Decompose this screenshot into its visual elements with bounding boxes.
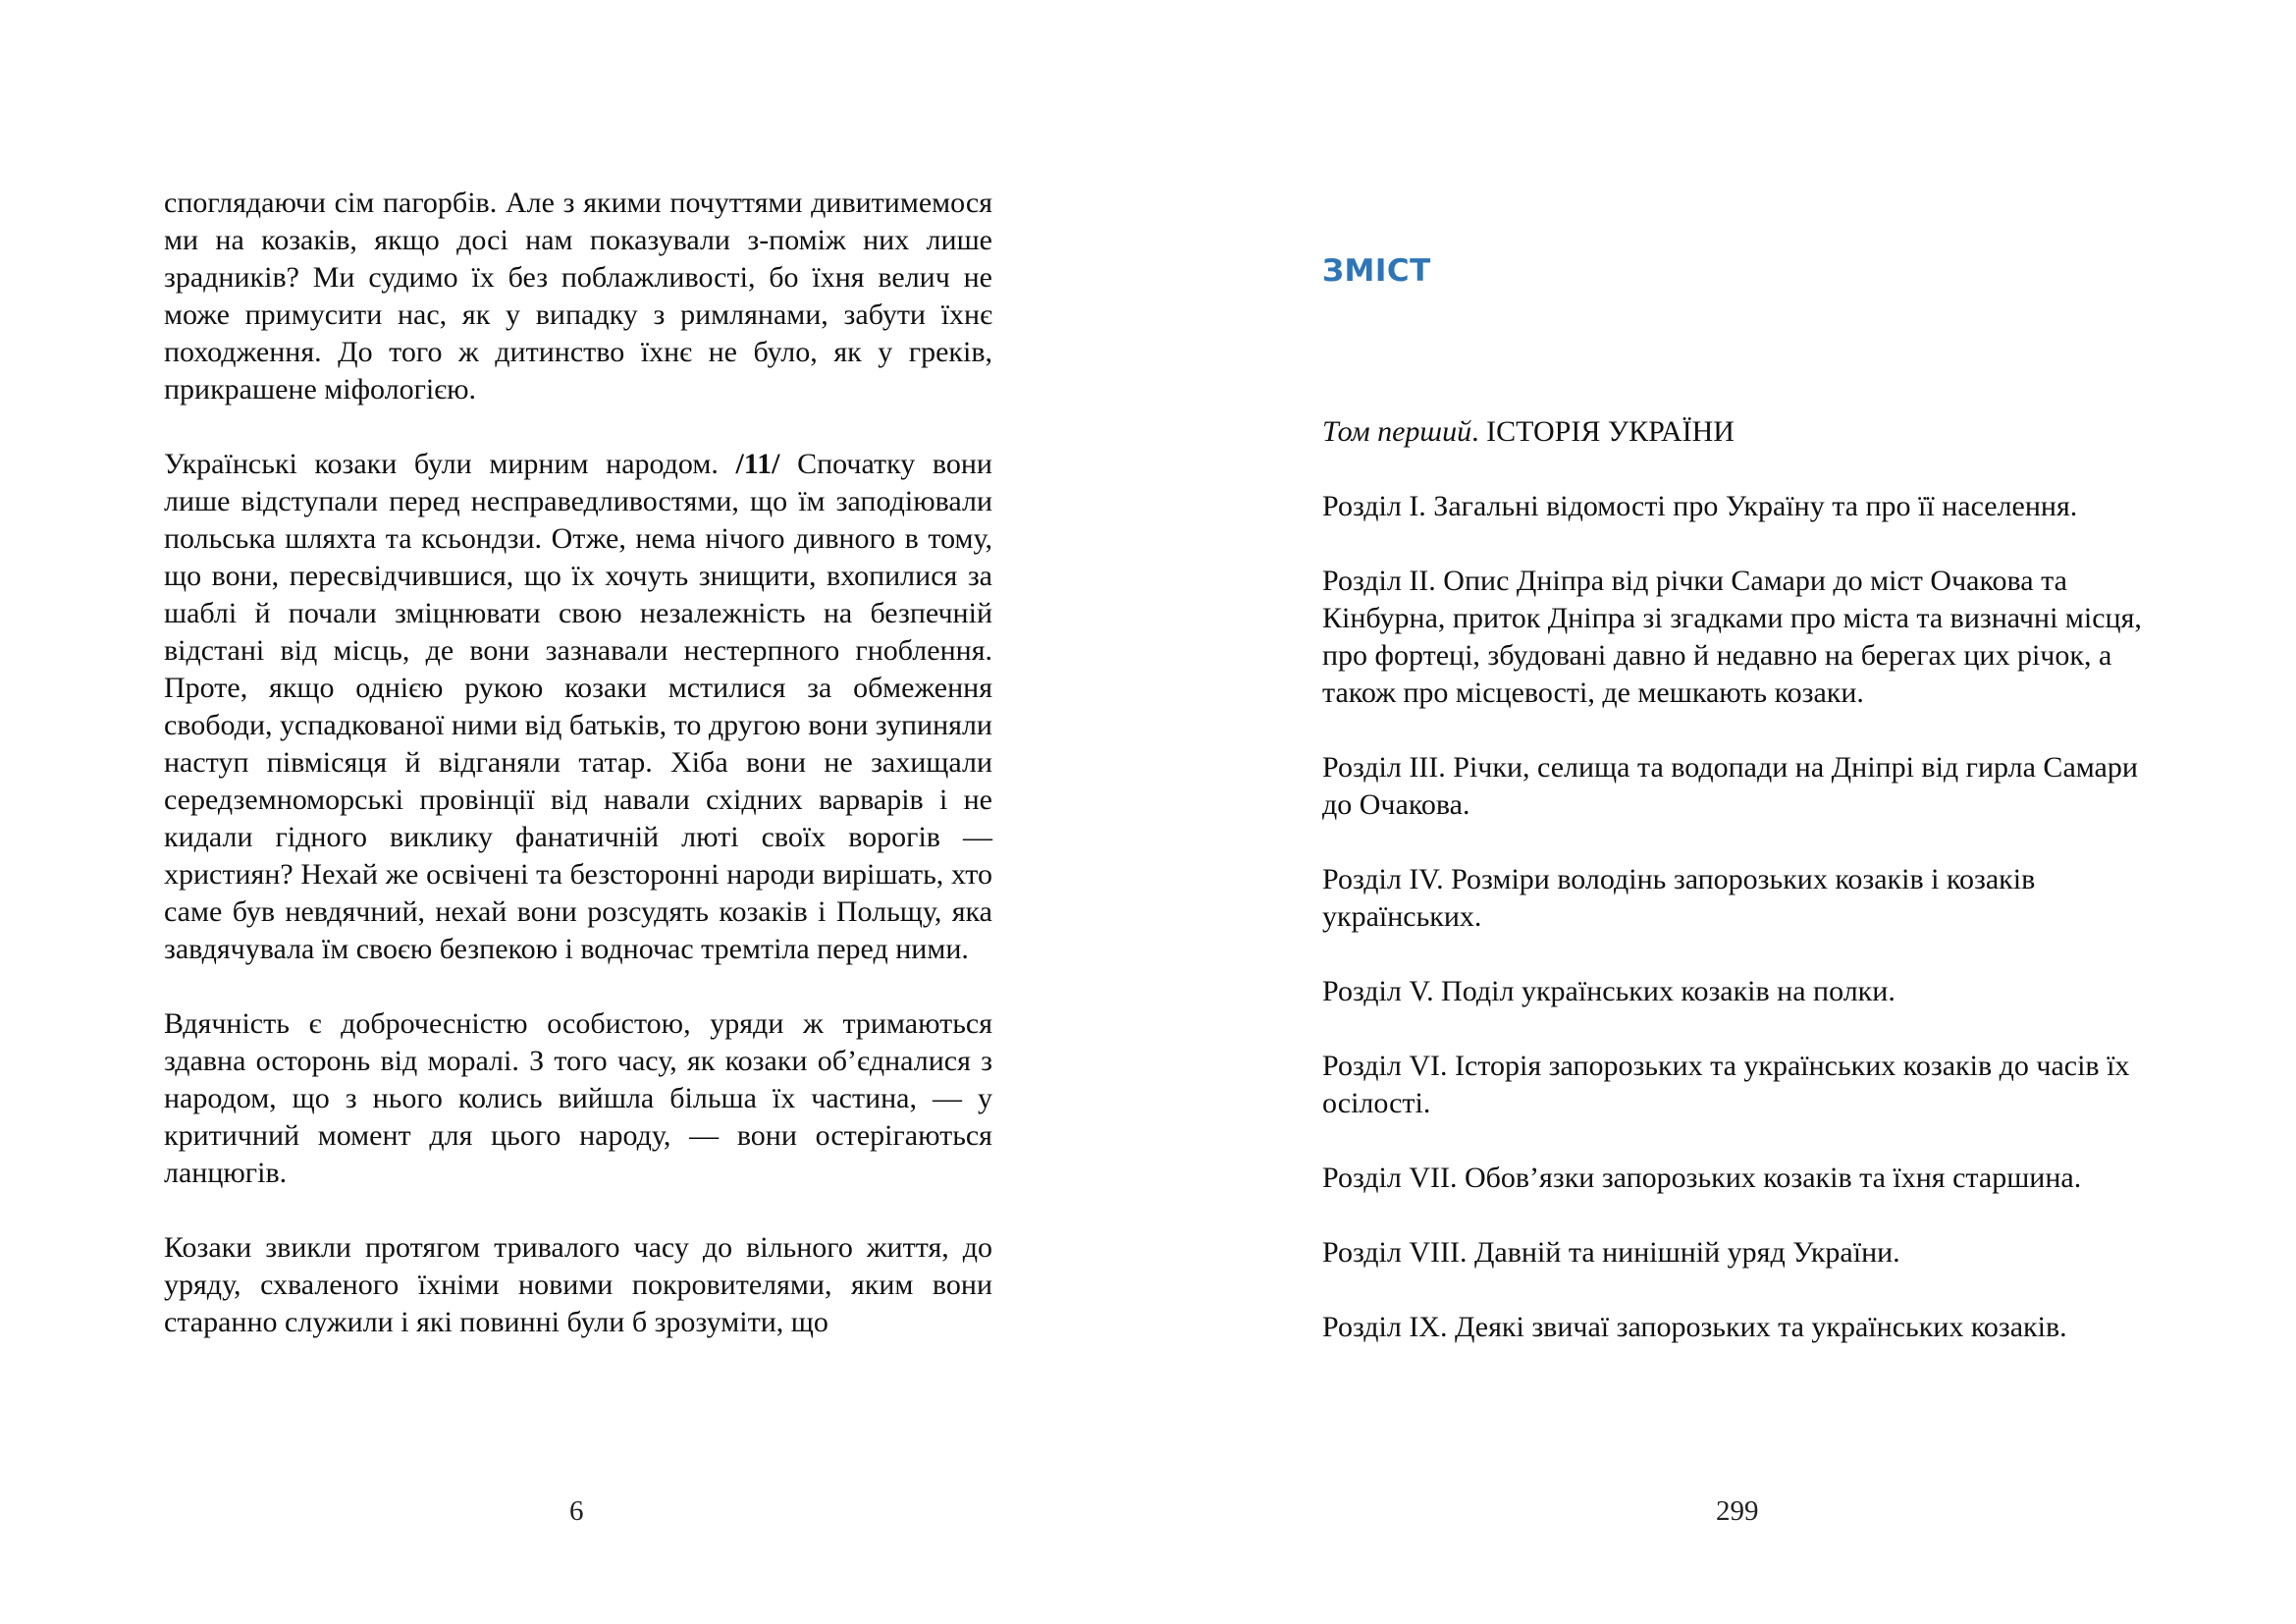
toc-title: ЗМІСТ xyxy=(1322,253,1431,289)
paragraph-text: Спочатку вони лише відступали перед несправедливостями, що їм заподіювали польська шляхта та ксьондзи. Отже, нема нічого дивного в тому, що вони, пересвідчившися, що їх хочуть знищити, вхопилися за шаблі й почали зміцнювати свою незалежність на безпечній відстані від місць, де вони зазнавали нестерпного гноблення. Проте, якщо однією рукою козаки мстилися за обмеження свободи, успадкованої ними від батьків, то другою вони зупиняли наступ півмісяця й відганяли татар. Хіба вони не захищали середземноморські провінції від навали східних варварів і не кидали гідного виклику фанатичній люті своїх ворогів — християн? Нехай же освічені та безсторонні народи вирішать, хто саме був невдячний, нехай вони розсудять козаків і Польщу, яка завдячувала їм своєю безпекою і водночас тремтіла перед ними. xyxy=(164,448,992,965)
left-page-body xyxy=(164,185,992,1379)
volume-title: . ІСТОРІЯ УКРАЇНИ xyxy=(1471,415,1735,448)
volume-heading xyxy=(1322,413,2149,451)
toc-entry: Розділ VІI. Обов’язки запорозьких козаків та їхня старшина. xyxy=(1322,1162,2082,1194)
page-number-left: 6 xyxy=(569,1495,584,1527)
toc-entry: Розділ VI. Історія запорозьких та українських козаків до часів їх осілості. xyxy=(1322,1050,2130,1119)
paragraph: Вдячність є доброчесністю особистою, уряди ж тримаються здавна осторонь від моралі. З того часу, як козаки об’єдналися з народом, що з нього колись вийшла більша їх частина, — у критичний момент для цього народу, — вони остерігаються ланцюгів. xyxy=(164,1007,992,1189)
toc-entry: Розділ ІX. Деякі звичаї запорозьких та українських козаків. xyxy=(1322,1311,2067,1343)
toc-entry: Розділ V. Поділ українських козаків на полки. xyxy=(1322,975,1896,1007)
toc-entry: Розділ І. Загальні відомості про Україну та про її населення. xyxy=(1322,490,2078,522)
toc-entry: Розділ VІII. Давній та нинішній уряд України. xyxy=(1322,1236,1900,1269)
toc-entry: Розділ IV. Розміри володінь запорозьких козаків і козаків українських. xyxy=(1322,863,2036,933)
paragraph: Козаки звикли протягом тривалого часу до вільного життя, до уряду, схваленого їхніми новими покровителями, яким вони старанно служили і які повинні були б зрозуміти, що xyxy=(164,1231,992,1338)
page-marker: /11/ xyxy=(735,448,780,480)
paragraph-text: Українські козаки були мирним народом. xyxy=(164,448,736,480)
paragraph: споглядаючи сім пагорбів. Але з якими почуттями дивитимемося ми на козаків, якщо досі нам показували з-поміж них лише зрадників? Ми судимо їх без поблажливості, бо їхня велич не може примусити нас, як у випадку з римлянами, забути їхнє походження. До того ж дитинство їхнє не було, як у греків, прикрашене міфологією. xyxy=(164,187,992,406)
volume-label: Том перший xyxy=(1322,415,1472,448)
table-of-contents xyxy=(1322,413,2149,1383)
toc-entry: Розділ ІІІ. Річки, селища та водопади на Дніпрі від гирла Самари до Очакова. xyxy=(1322,751,2138,821)
toc-entry: Розділ ІІ. Опис Дніпра від річки Самари до міст Очакова та Кінбурна, приток Дніпра зі згадками про міста та визначні місця, про фортеці, збудовані давно й недавно на берегах цих річок, а також про місцевості, де мешкають козаки. xyxy=(1322,565,2142,709)
page-number-right: 299 xyxy=(1716,1495,1759,1527)
paragraph xyxy=(164,446,992,968)
